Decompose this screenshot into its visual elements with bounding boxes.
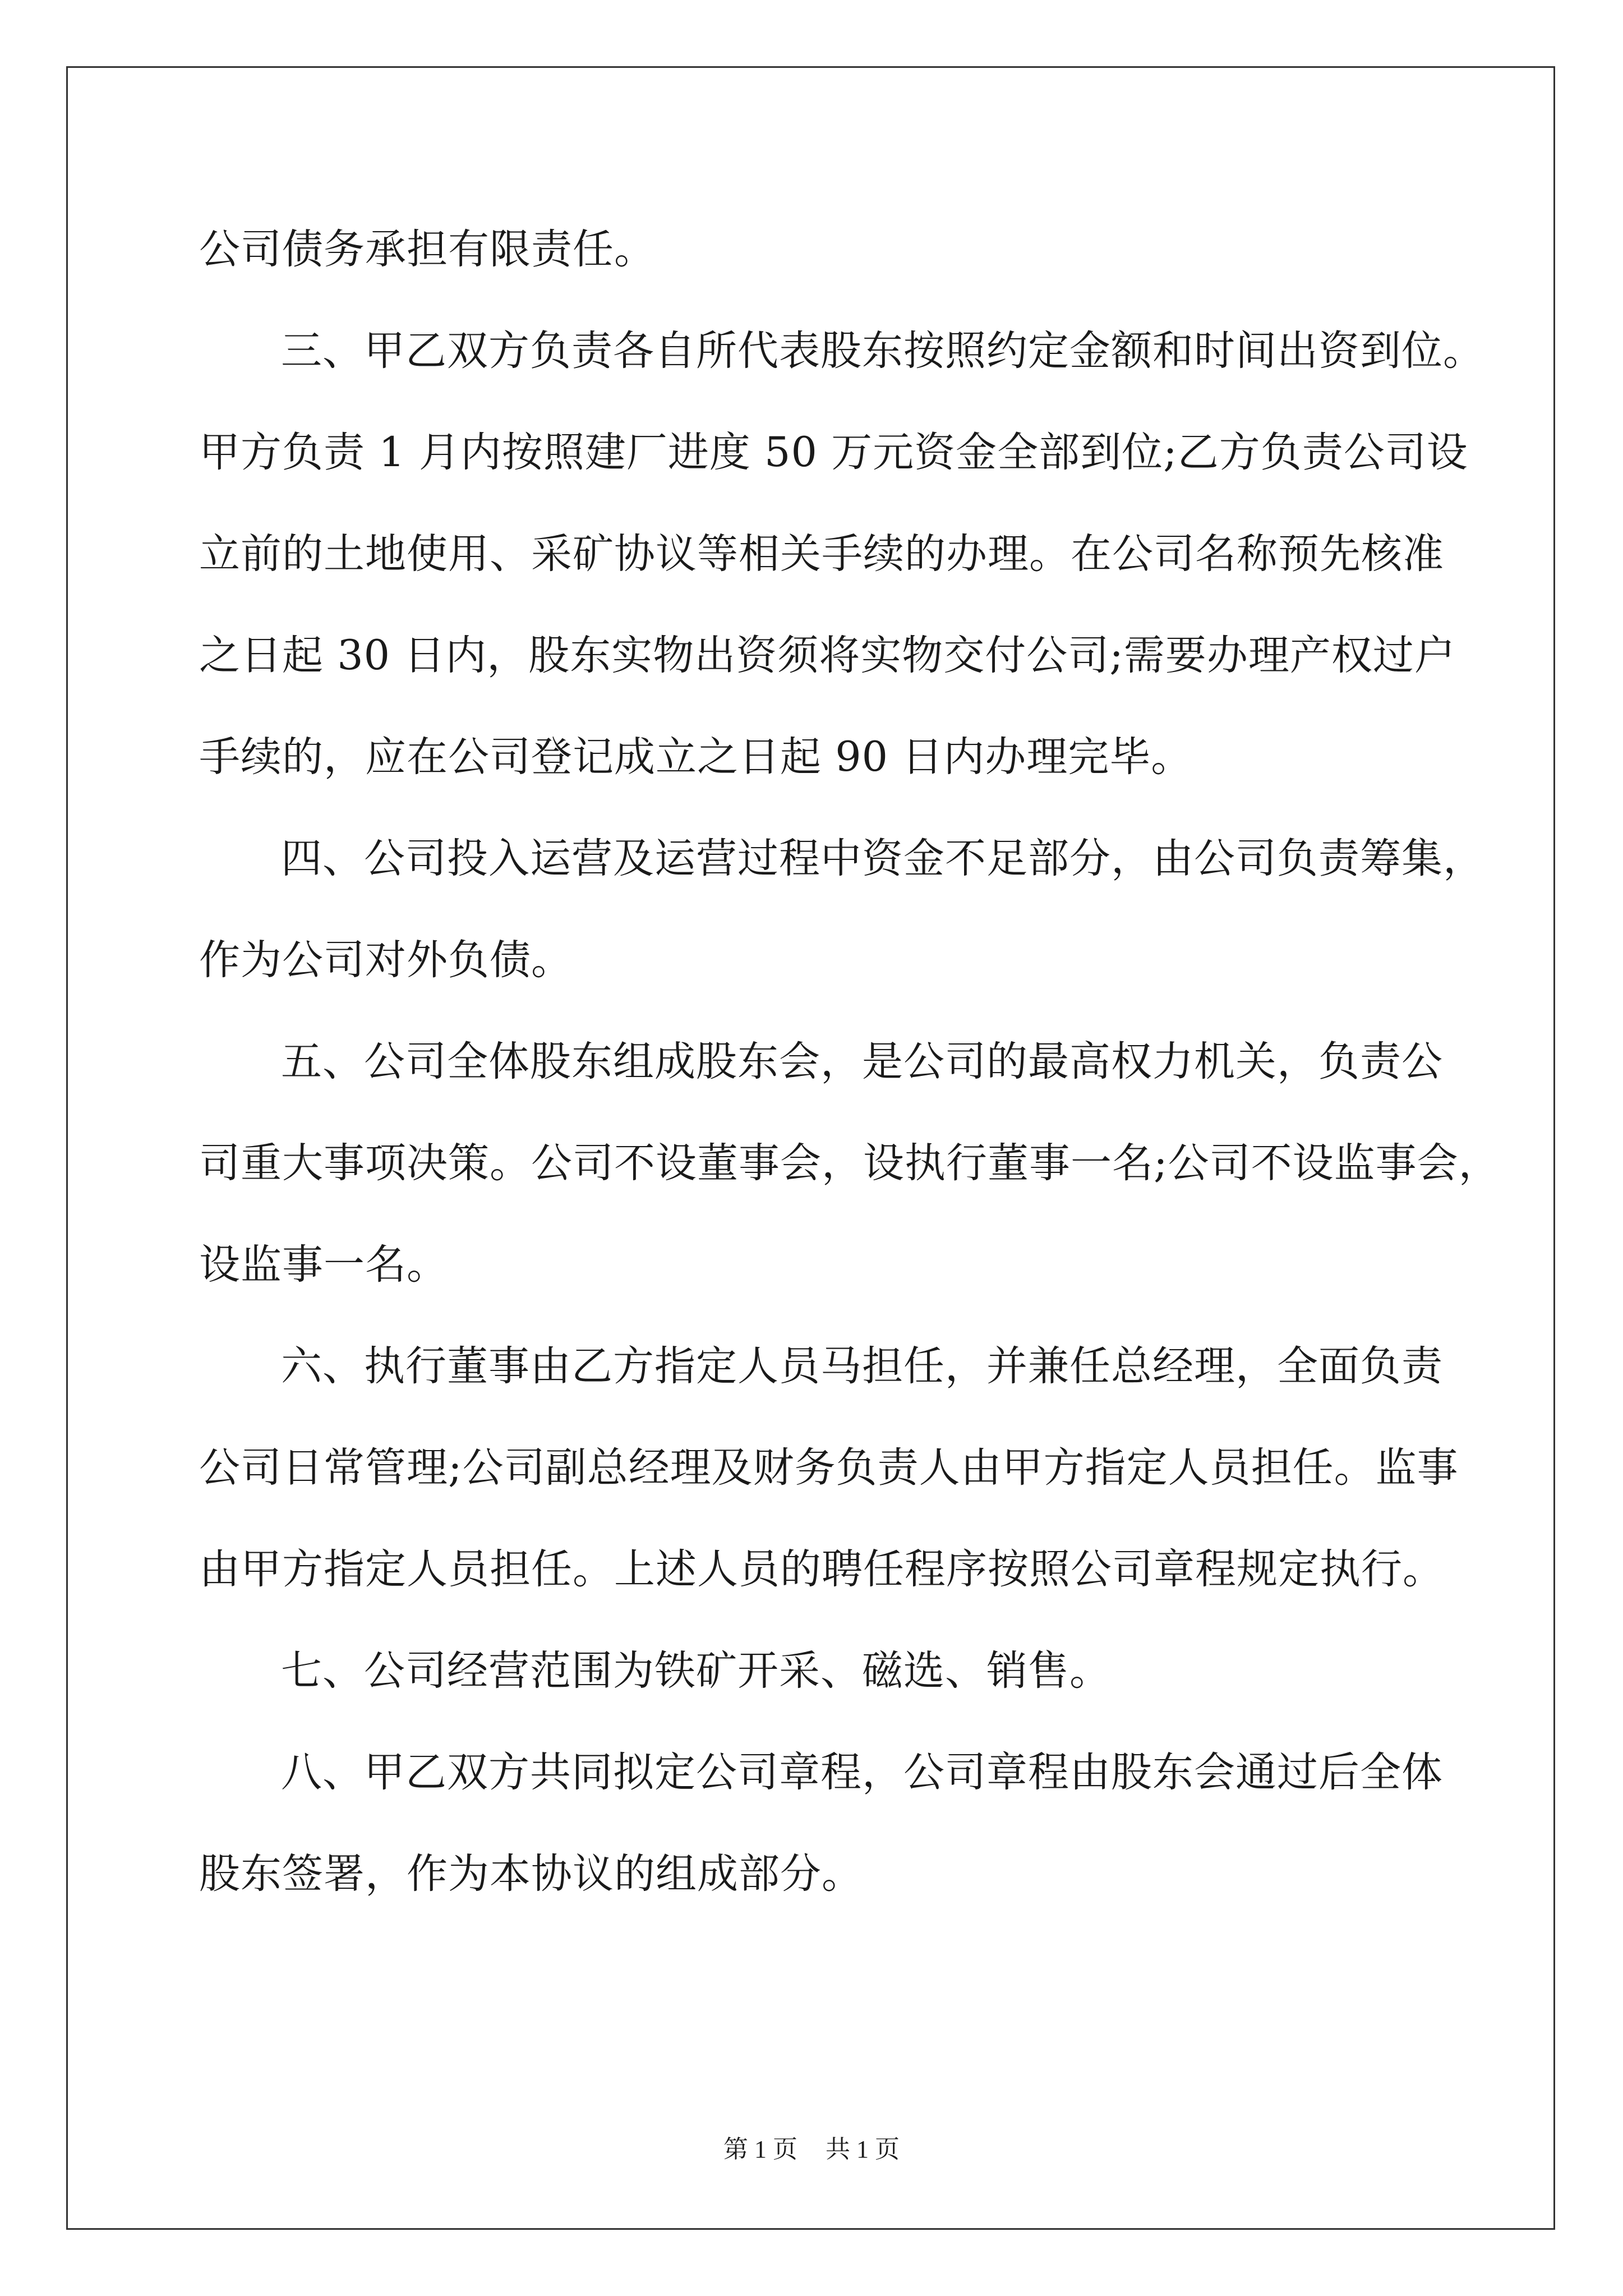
page-footer [0, 2129, 1623, 2165]
clause-5-line: 司重大事项决策。公司不设董事会，设执行董事一名;公司不设监事会， [199, 1139, 1500, 1187]
clause-3-line: 手续的，应在公司登记成立之日起 90 日内办理完毕。 [199, 733, 1193, 781]
clause-6-line: 六、执行董事由乙方指定人员马担任，并兼任总经理，全面负责 [281, 1342, 1443, 1390]
clause-7-line: 七、公司经营范围为铁矿开采、磁选、销售。 [281, 1647, 1111, 1695]
page-number: 第 1 页 [723, 2136, 797, 2163]
clause-3-line: 之日起 30 日内，股东实物出资须将实物交付公司;需要办理产权过户 [199, 632, 1456, 679]
clause-3-line: 三、甲乙双方负责各自所代表股东按照约定金额和时间出资到位。 [281, 327, 1484, 375]
clause-5-line: 设监事一名。 [199, 1241, 448, 1289]
page-total: 共 1 页 [826, 2136, 900, 2163]
clause-6-line: 公司日常管理;公司副总经理及财务负责人由甲方指定人员担任。监事 [199, 1444, 1459, 1492]
clause-3-line: 立前的土地使用、采矿协议等相关手续的办理。在公司名称预先核准 [199, 530, 1444, 578]
clause-3-line: 甲方负责 1 月内按照建厂进度 50 万元资金全部到位;乙方负责公司设 [199, 429, 1468, 476]
text-line: 公司债务承担有限责任。 [199, 226, 656, 273]
clause-8-line: 八、甲乙双方共同拟定公司章程，公司章程由股东会通过后全体 [281, 1749, 1443, 1796]
clause-8-line: 股东签署，作为本协议的组成部分。 [199, 1850, 863, 1898]
clause-6-line: 由甲方指定人员担任。上述人员的聘任程序按照公司章程规定执行。 [199, 1545, 1444, 1593]
document-body [199, 222, 1500, 1948]
clause-5-line: 五、公司全体股东组成股东会，是公司的最高权力机关，负责公 [281, 1038, 1443, 1085]
clause-4-line: 四、公司投入运营及运营过程中资金不足部分，由公司负责筹集， [281, 835, 1484, 882]
clause-4-line: 作为公司对外负债。 [199, 936, 573, 984]
